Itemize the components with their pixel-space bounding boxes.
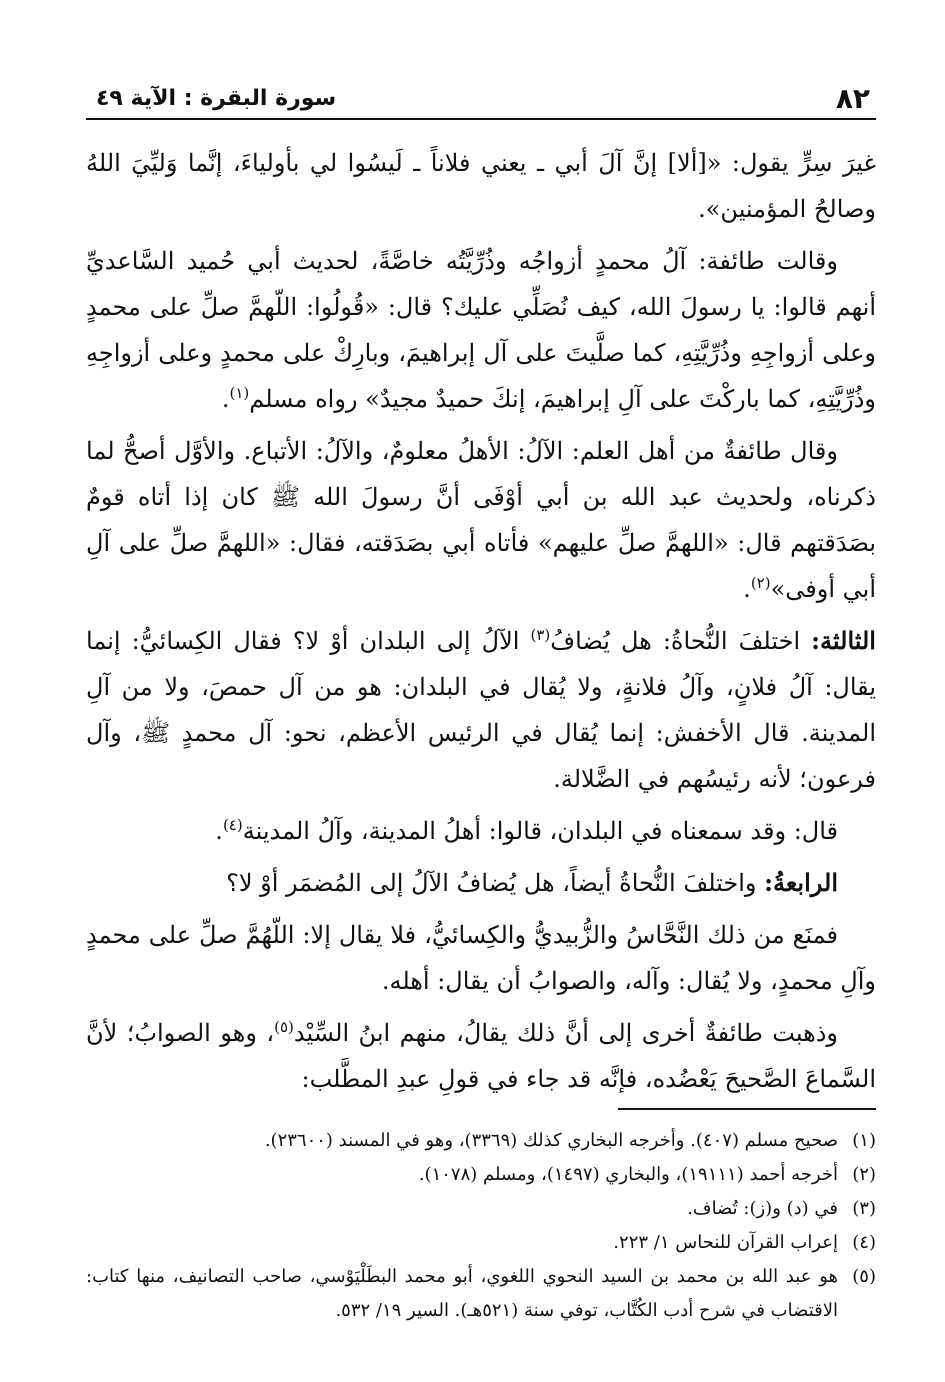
footnote-text: صحيح مسلم (٤٠٧). وأخرجه البخاري كذلك (٣٣٦٩)، وهو في المسند (٢٣٦٠٠). — [264, 1130, 838, 1151]
paragraph-text: وذهبت طائفةٌ أخرى إلى أنَّ ذلك يقالُ، منهم ابنُ السِّيْد — [293, 1019, 839, 1047]
footnote-number: (٣) — [852, 1198, 876, 1219]
paragraph-tail: . — [215, 817, 223, 845]
footnote-number: (٥) — [852, 1266, 876, 1287]
footnotes — [86, 1124, 876, 1328]
footnote-item — [86, 1226, 876, 1260]
paragraph-tail: . — [743, 575, 751, 603]
section-lead: الرابعةُ: — [764, 868, 838, 897]
paragraph-text: اختلفَ النُّحاةُ: هل يُضافُ — [550, 627, 801, 655]
section-lead: الثالثة: — [811, 626, 876, 655]
footnote-reference[interactable]: (٤) — [222, 816, 243, 834]
paragraph-text: واختلفَ النُّحاةُ أيضاً، هل يُضافُ الآلُ إلى المُضمَر أوْ لا؟ — [226, 869, 757, 897]
footnote-text: إعراب القرآن للنحاس ١/ ٢٢٣. — [613, 1232, 838, 1253]
paragraph-text: فمنَع من ذلك النَّحَّاسُ والزُّبيديُّ والكِسائيُّ، فلا يقال إلا: اللّهُمَّ صلِّ على محمدٍ وآلِ محمدٍ، ولا يُقال: وآله، والصوابُ أن يقال: أهله. — [86, 921, 876, 995]
main-text — [86, 140, 876, 1102]
footnote-item — [86, 1158, 876, 1192]
footnote-divider — [618, 1108, 876, 1110]
footnote-reference[interactable]: (٣) — [530, 626, 551, 644]
paragraph-text: قال: وقد سمعناه في البلدان، قالوا: أهلُ المدينة، وآلُ المدينة — [242, 817, 838, 845]
paragraph-text: وقالت طائفة: آلُ محمدٍ أزواجُه وذُرِّيَّتُه خاصَّةً، لحديث أبي حُميد السَّاعديِّ أنهم قالوا: يا رسولَ الله، كيف نُصَلِّي عليك؟ قال: «قُولُوا: اللّهمَّ صلِّ على محمدٍ وعلى أزواجِهِ وذُرِّيَّتِهِ، كما صلَّيتَ على آل إبراهيمَ، وبارِكْ على محمدٍ وعلى أزواجِهِ وذُرِّيَّتِهِ، كما باركْتَ على آلِ إبراهيمَ، إنكَ حميدٌ مجيدٌ» رواه مسلم — [86, 247, 877, 413]
footnote-text: أخرجه أحمد (١٩١١١)، والبخاري (١٤٩٧)، ومسلم (١٠٧٨). — [418, 1164, 838, 1185]
paragraph — [86, 860, 876, 906]
paragraph — [86, 1010, 876, 1102]
paragraph — [86, 238, 876, 422]
page-number: ٨٢ — [835, 82, 870, 115]
footnote-number: (٢) — [852, 1164, 876, 1185]
paragraph-text: غيرَ سِرٍّ يقول: «[ألا] إنَّ آلَ أبي ـ يعني فلاناً ـ لَيسُوا لي بأولياءَ، إنَّما وَليِّيَ اللهُ وصالحُ المؤمنين». — [86, 149, 876, 223]
paragraph-tail: ، وهو الصوابُ؛ لأنَّ السَّماعَ الصَّحيحَ يَعْضُده، فإنَّه قد جاء في قولِ عبدِ المطَّلب: — [86, 1019, 876, 1093]
footnote-text: هو عبد الله بن محمد بن السيد النحوي اللغوي، أبو محمد البطَلْيَوْسي، صاحب التصانيف، منها كتاب: الاقتضاب في شرح أدب الكُتَّاب، توفي سنة (٥٢١هـ). السير ١٩/ ٥٣٢. — [86, 1266, 838, 1321]
paragraph — [86, 618, 876, 802]
footnote-item — [86, 1124, 876, 1158]
footnote-reference[interactable]: (٥) — [274, 1018, 294, 1036]
paragraph-text: وقال طائفةٌ من أهل العلم: الآلُ: الأهلُ معلومٌ، والآلُ: الأتباع. والأوَّل أصحُّ لما ذكرناه، ولحديث عبد الله بن أبي أوْفَى أنَّ رسولَ الله ﷺ كان إذا أتاه قومٌ بصَدَقتهم قال: «اللهمَّ صلِّ عليهم» فأتاه أبي بصَدَقته، فقال: «اللهمَّ صلِّ على آلِ أبي أوفى» — [86, 437, 876, 603]
paragraph-tail: الآلُ إلى البلدان أوْ لا؟ فقال الكِسائيُّ: إنما يقال: آلُ فلانٍ، وآلُ فلانةٍ، ولا يُقال في البلدان: هو من آل حمصَ، ولا من آلِ المدينة. قال الأخفش: إنما يُقال في الرئيس الأعظم، نحو: آل محمدٍ ﷺ، وآل فرعون؛ لأنه رئيسُهم في الضَّلالة. — [86, 627, 876, 793]
paragraph — [86, 428, 876, 612]
paragraph — [86, 808, 876, 854]
footnote-item — [86, 1192, 876, 1226]
document-page — [86, 70, 876, 1360]
footnote-reference[interactable]: (٢) — [750, 574, 771, 592]
paragraph — [86, 912, 876, 1004]
footnote-reference[interactable]: (١) — [229, 384, 250, 402]
footnote-text: في (د) و(ز): تُضاف. — [687, 1198, 838, 1219]
paragraph — [86, 140, 876, 232]
paragraph-tail: . — [221, 385, 230, 413]
running-title: سورة البقرة : الآية ٤٩ — [96, 86, 337, 111]
footnote-item — [86, 1260, 876, 1328]
footnote-number: (١) — [852, 1130, 876, 1151]
page-header — [86, 70, 876, 120]
footnote-number: (٤) — [852, 1232, 876, 1253]
